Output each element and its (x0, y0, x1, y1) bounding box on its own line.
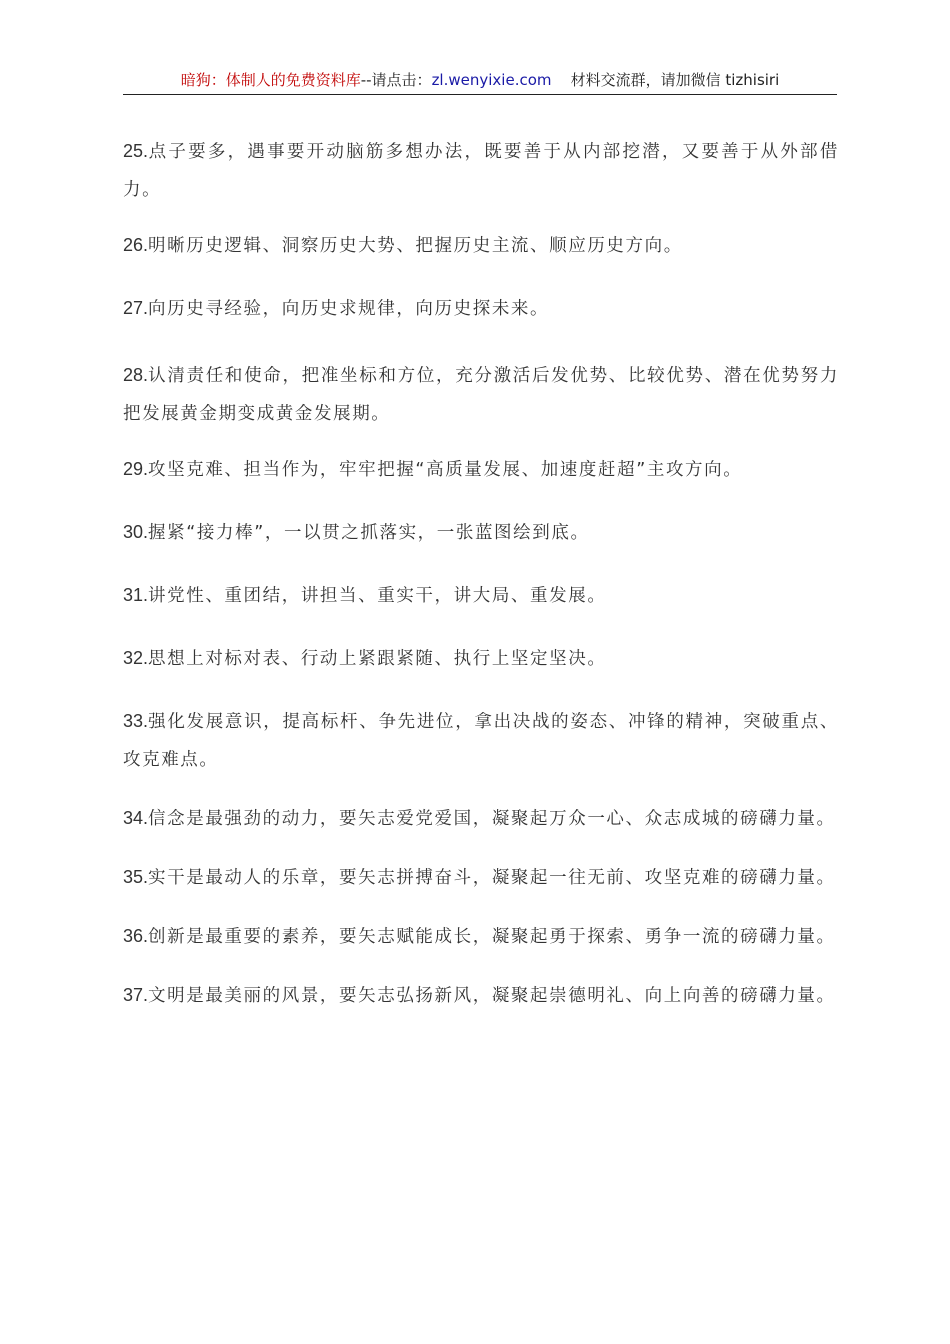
item-number: 29. (123, 459, 149, 479)
item-text: 攻坚克难、担当作为，牢牢把握“高质量发展、加速度赶超”主攻方向。 (148, 460, 743, 480)
item-text: 强化发展意识，提高标杆、争先进位，拿出决战的姿态、冲锋的精神，突破重点、攻克难点。 (123, 712, 839, 770)
list-item (123, 576, 839, 615)
item-text: 思想上对标对表、行动上紧跟紧随、执行上坚定坚决。 (148, 649, 607, 669)
list-item (123, 132, 839, 209)
item-text: 明晰历史逻辑、洞察历史大势、把握历史主流、顺应历史方向。 (148, 236, 683, 256)
list-item (123, 226, 839, 265)
header-contact: 材料交流群，请加微信 tizhisiri (570, 71, 780, 89)
document-body (123, 132, 839, 1015)
list-item (123, 858, 839, 897)
header-brand: 暗狗：体制人的免费资料库 (180, 71, 361, 89)
item-number: 34. (123, 808, 149, 828)
item-number: 37. (123, 985, 149, 1005)
item-text: 信念是最强劲的动力，要矢志爱党爱国，凝聚起万众一心、众志成城的磅礴力量。 (148, 809, 836, 829)
list-item (123, 702, 839, 779)
item-number: 36. (123, 926, 149, 946)
list-item (123, 917, 839, 956)
page-header (123, 68, 837, 95)
item-number: 26. (123, 235, 149, 255)
item-text: 文明是最美丽的风景，要矢志弘扬新风，凝聚起崇德明礼、向上向善的磅礴力量。 (148, 986, 836, 1006)
item-text: 实干是最动人的乐章，要矢志拼搏奋斗，凝聚起一往无前、攻坚克难的磅礴力量。 (148, 868, 836, 888)
item-number: 33. (123, 711, 149, 731)
item-text: 握紧“接力棒”，一以贯之抓落实，一张蓝图绘到底。 (148, 523, 590, 543)
list-item (123, 450, 839, 489)
item-number: 32. (123, 648, 149, 668)
item-number: 30. (123, 522, 149, 542)
list-item (123, 799, 839, 838)
item-text: 向历史寻经验，向历史求规律，向历史探未来。 (148, 299, 550, 319)
item-number: 28. (123, 365, 149, 385)
list-item (123, 639, 839, 678)
item-number: 25. (123, 141, 149, 161)
list-item (123, 289, 839, 328)
item-number: 27. (123, 298, 149, 318)
header-prompt: --请点击： (360, 71, 432, 89)
item-text: 点子要多，遇事要开动脑筋多想办法，既要善于从内部挖潜，又要善于从外部借力。 (123, 142, 839, 200)
item-number: 31. (123, 585, 149, 605)
list-item (123, 356, 839, 433)
header-link[interactable]: zl.wenyixie.com (431, 71, 552, 89)
list-item (123, 513, 839, 552)
list-item (123, 976, 839, 1015)
item-text: 创新是最重要的素养，要矢志赋能成长，凝聚起勇于探索、勇争一流的磅礴力量。 (148, 927, 836, 947)
item-text: 讲党性、重团结，讲担当、重实干，讲大局、重发展。 (148, 586, 607, 606)
item-text: 认清责任和使命，把准坐标和方位，充分激活后发优势、比较优势、潜在优势努力把发展黄金期变成黄金发展期。 (123, 366, 839, 424)
item-number: 35. (123, 867, 149, 887)
